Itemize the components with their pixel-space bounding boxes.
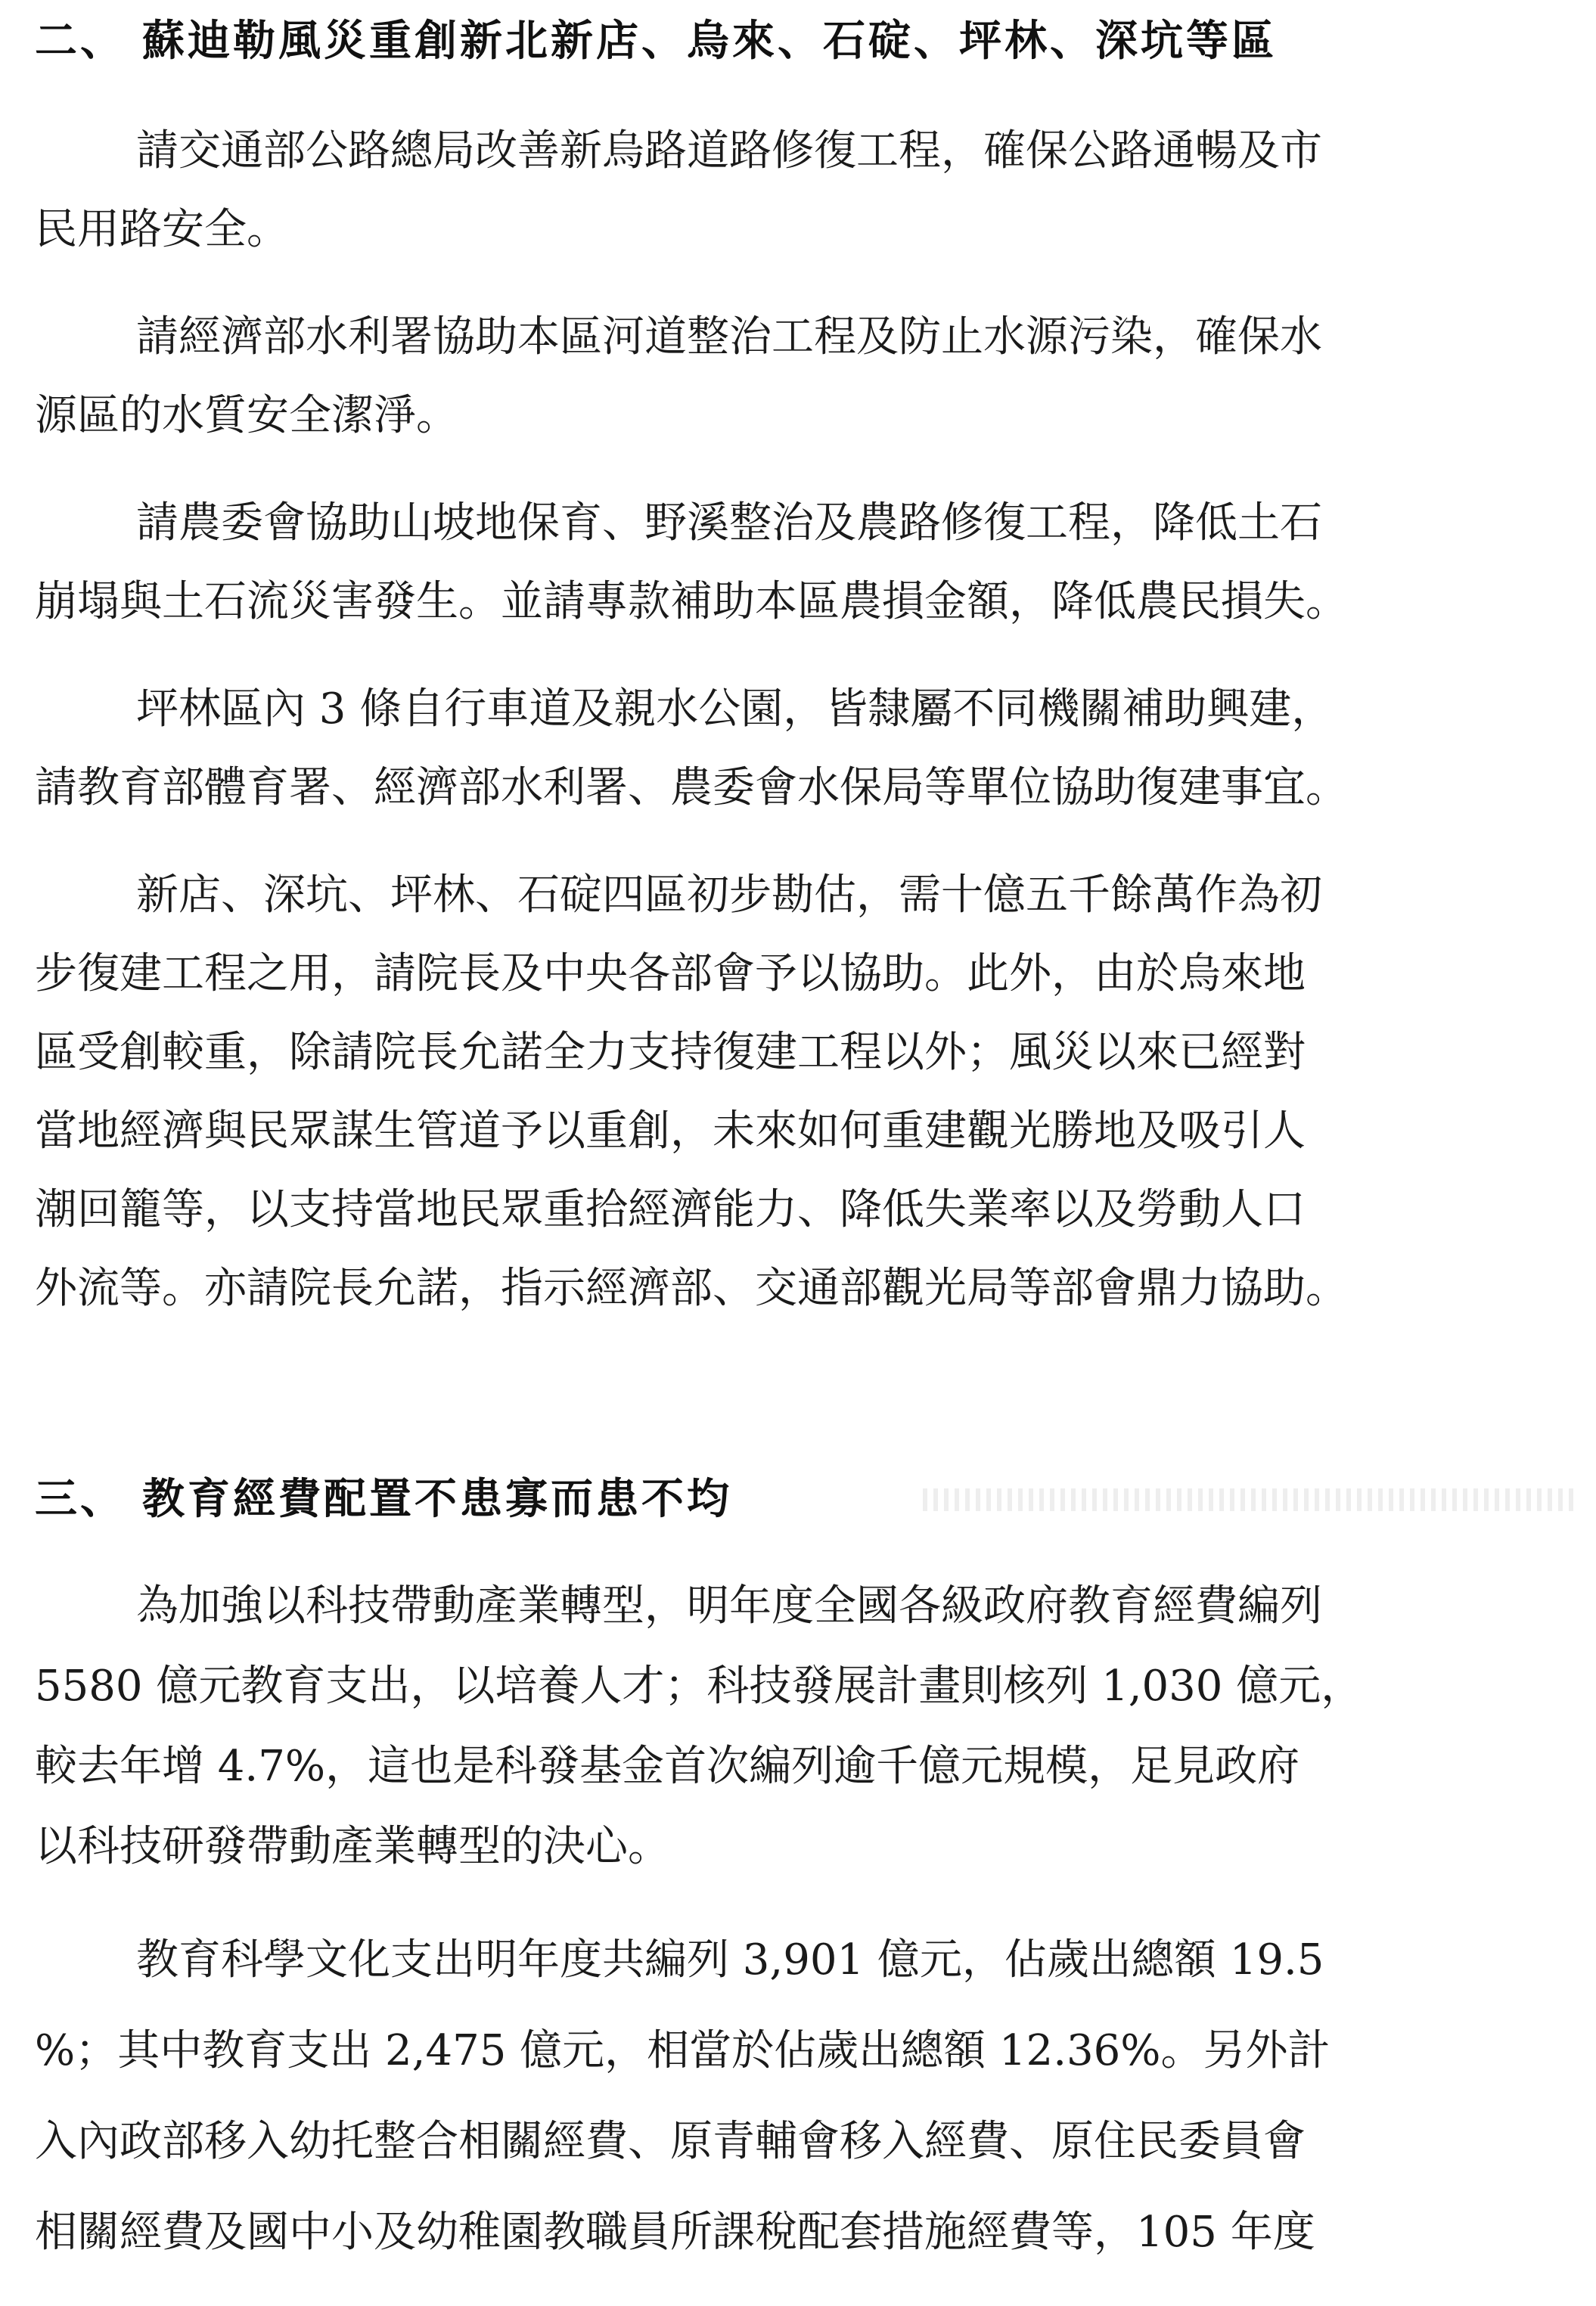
section-title: 教育經費配置不患寡而患不均 [142, 1475, 732, 1524]
paragraph-line: 請經濟部水利署協助本區河道整治工程及防止水源污染，確保水 [136, 312, 1322, 362]
paragraph-line: 為加強以科技帶動產業轉型，明年度全國各級政府教育經費編列 [136, 1581, 1322, 1631]
paragraph-line: 相關經費及國中小及幼稚園教職員所課稅配套措施經費等，105 年度 [35, 2208, 1315, 2257]
paragraph-line: 以科技研發帶動產業轉型的決心。 [35, 1822, 670, 1871]
paragraph-line: 入內政部移入幼托整合相關經費、原青輔會移入經費、原住民委員會 [35, 2117, 1306, 2166]
section-heading-2 [35, 8, 1277, 76]
paragraph-line: 崩塌與土石流災害發生。並請專款補助本區農損金額，降低農民損失。 [35, 577, 1348, 626]
paragraph-line: 教育科學文化支出明年度共編列 3,901 億元，佔歲出總額 19.5 [136, 1935, 1324, 1985]
paragraph-line: 請教育部體育署、經濟部水利署、農委會水保局等單位協助復建事宜。 [35, 763, 1348, 812]
paragraph-line: 當地經濟與民眾謀生管道予以重創，未來如何重建觀光勝地及吸引人 [35, 1106, 1306, 1156]
paragraph-line: 請交通部公路總局改善新烏路道路修復工程，確保公路通暢及市 [136, 126, 1322, 175]
paragraph-line: 新店、深坑、坪林、石碇四區初步勘估，需十億五千餘萬作為初 [136, 871, 1322, 920]
section-number: 二、 [35, 17, 126, 66]
paragraph-line: 潮回籠等，以支持當地民眾重拾經濟能力、降低失業率以及勞動人口 [35, 1185, 1306, 1234]
paragraph-line: 區受創較重，除請院長允諾全力支持復建工程以外；風災以來已經對 [35, 1028, 1306, 1077]
section-heading-3 [35, 1466, 732, 1534]
section-title: 蘇迪勒風災重創新北新店、烏來、石碇、坪林、深坑等區 [142, 17, 1277, 66]
paragraph-line: 5580 億元教育支出，以培養人才；科技發展計畫則核列 1,030 億元， [35, 1662, 1364, 1711]
scan-artifact [923, 1488, 1573, 1511]
paragraph-line: 坪林區內 3 條自行車道及親水公園，皆隸屬不同機關補助興建， [136, 684, 1334, 734]
section-number: 三、 [35, 1475, 126, 1524]
paragraph-line: 請農委會協助山坡地保育、野溪整治及農路修復工程，降低土石 [136, 498, 1322, 548]
paragraph-line: 步復建工程之用，請院長及中央各部會予以協助。此外，由於烏來地 [35, 949, 1306, 998]
paragraph-line: %；其中教育支出 2,475 億元，相當於佔歲出總額 12.36%。另外計 [35, 2026, 1331, 2075]
paragraph-line: 民用路安全。 [35, 205, 289, 254]
paragraph-line: 源區的水質安全潔淨。 [35, 391, 458, 440]
paragraph-line: 外流等。亦請院長允諾，指示經濟部、交通部觀光局等部會鼎力協助。 [35, 1264, 1348, 1313]
paragraph-line: 較去年增 4.7%，這也是科發基金首次編列逾千億元規模，足見政府 [35, 1742, 1300, 1791]
